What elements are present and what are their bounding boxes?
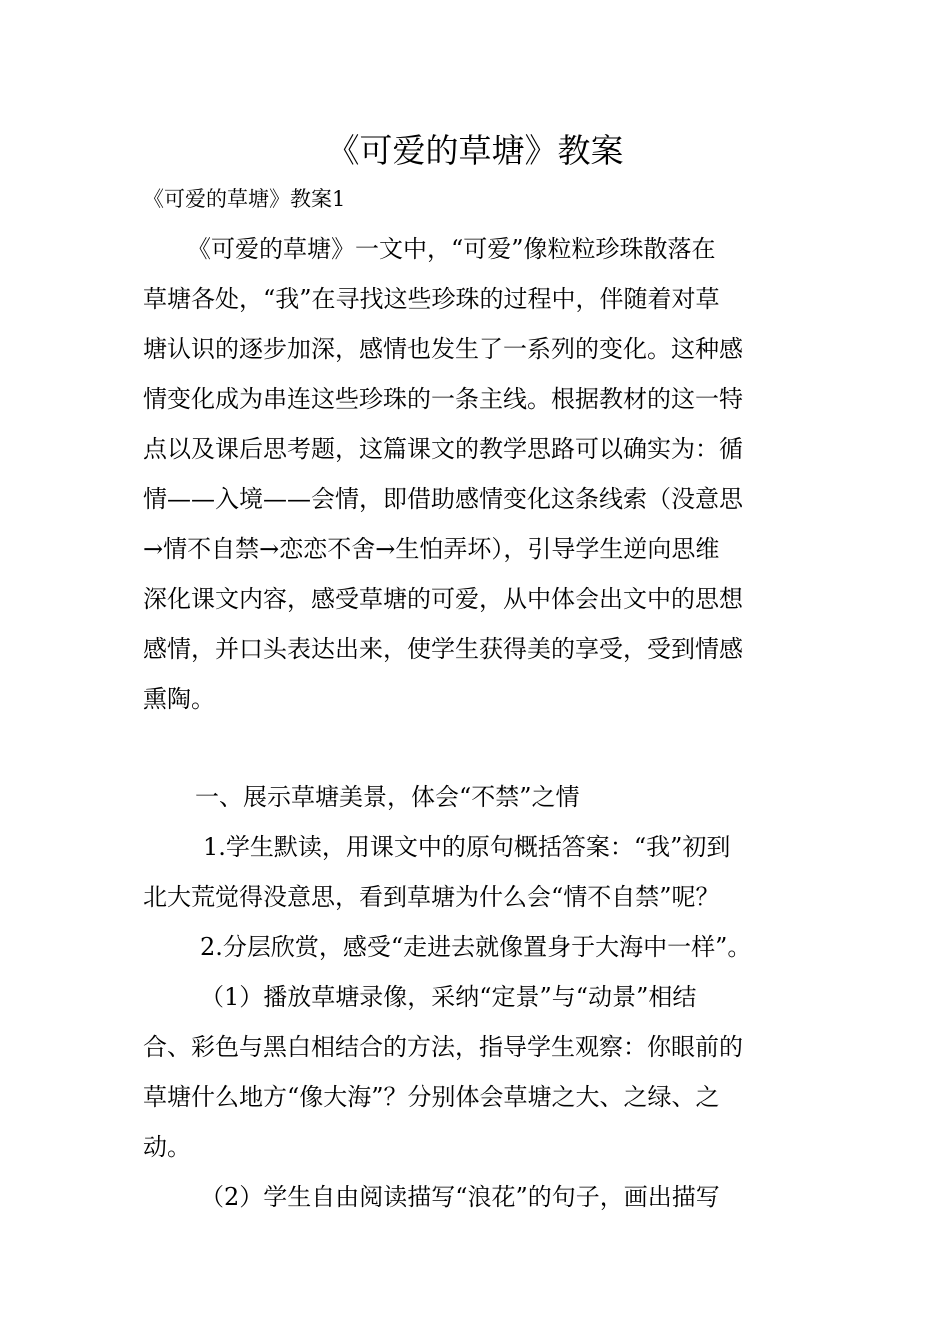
- paragraph-line: 深化课文内容，感受草塘的可爱，从中体会出文中的思想: [143, 585, 743, 613]
- document-subtitle: 《可爱的草塘》教案1: [143, 187, 346, 211]
- document-title: 《可爱的草塘》教案: [326, 131, 624, 170]
- paragraph-line: （1）播放草塘录像，采纳“定景”与“动景”相结: [200, 983, 697, 1011]
- paragraph-line: 感情，并口头表达出来，使学生获得美的享受，受到情感: [143, 635, 743, 663]
- paragraph-line: 点以及课后思考题，这篇课文的教学思路可以确实为：循: [143, 435, 743, 463]
- section-heading: 一、展示草塘美景，体会“不禁”之情: [195, 783, 580, 811]
- paragraph-line: 熏陶。: [143, 685, 215, 713]
- paragraph-line: 《可爱的草塘》一文中，“可爱”像粒粒珍珠散落在: [187, 235, 716, 263]
- paragraph-line: 情变化成为串连这些珍珠的一条主线。根据教材的这一特: [143, 385, 743, 413]
- paragraph-line: （2）学生自由阅读描写“浪花”的句子，画出描写: [200, 1183, 720, 1211]
- paragraph-line: 塘认识的逐步加深，感情也发生了一系列的变化。这种感: [143, 335, 743, 363]
- paragraph-line: 1.学生默读，用课文中的原句概括答案：“我”初到: [203, 833, 731, 861]
- paragraph-line: 动。: [143, 1133, 191, 1161]
- paragraph-line: 草塘各处，“我”在寻找这些珍珠的过程中，伴随着对草: [143, 285, 720, 313]
- paragraph-line: 北大荒觉得没意思，看到草塘为什么会“情不自禁”呢？: [143, 883, 720, 911]
- paragraph-line: 情——入境——会情，即借助感情变化这条线索（没意思: [143, 485, 743, 513]
- paragraph-line: 2.分层欣赏，感受“走进去就像置身于大海中一样”。: [200, 933, 752, 961]
- paragraph-line: 合、彩色与黑白相结合的方法，指导学生观察：你眼前的: [143, 1033, 743, 1061]
- paragraph-line: 草塘什么地方“像大海”？分别体会草塘之大、之绿、之: [143, 1083, 720, 1111]
- paragraph-line: →情不自禁→恋恋不舍→生怕弄坏），引导学生逆向思维: [143, 535, 720, 563]
